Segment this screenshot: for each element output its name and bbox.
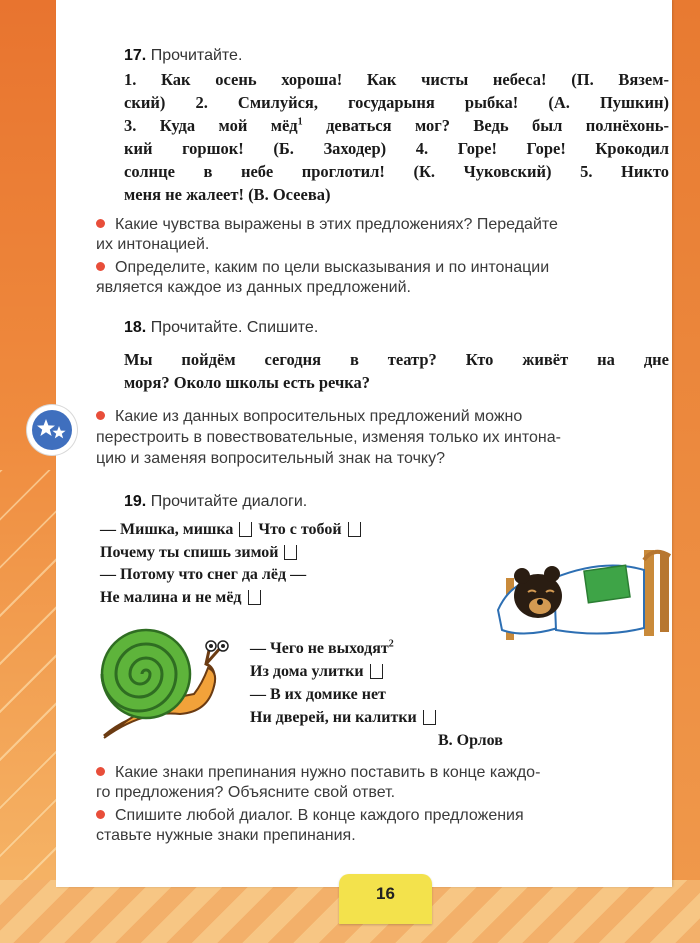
footnote-marker: 2 bbox=[388, 638, 394, 650]
exercise-number: 18. bbox=[124, 319, 147, 336]
exercise-number: 17. bbox=[124, 47, 147, 64]
ex19-task-1: Какие знаки препинания нужно поставить в конце каждо- bbox=[96, 764, 669, 782]
ex17-line-4: кий горшок! (Б. Заходер) 4. Горе! Горе! Крокодил bbox=[124, 139, 669, 158]
dialog1-line-3: — Потому что снег да лёд — bbox=[100, 566, 307, 583]
ex17-task-2: Определите, каким по цели высказывания и по интонации bbox=[96, 259, 669, 277]
exercise-19-heading bbox=[124, 493, 307, 511]
bullet-icon bbox=[96, 411, 105, 420]
ex18-task-line-2: перестроить в повествовательные, изменяя только их интона- bbox=[96, 429, 561, 446]
page-number: 16 bbox=[376, 884, 395, 903]
exercise-17-heading bbox=[124, 47, 242, 65]
bullet-icon bbox=[96, 219, 105, 228]
footnote-marker: 1 bbox=[297, 116, 303, 128]
star-badge-icon bbox=[27, 405, 77, 455]
exercise-instruction: Прочитайте диалоги. bbox=[150, 493, 308, 510]
poem-author: В. Орлов bbox=[438, 732, 503, 749]
ex18-task-line-1: Какие из данных вопросительных предложений можно bbox=[96, 408, 669, 426]
blank-box bbox=[348, 522, 361, 537]
exercise-instruction: Прочитайте. bbox=[150, 47, 243, 64]
ex18-line-2: моря? Около школы есть речка? bbox=[124, 373, 371, 392]
ex17-line-3: 3. Куда мой мёд$^1$ деваться мог? Ведь был полнёхонь- bbox=[124, 116, 670, 135]
ex19-task-1-cont: го предложения? Объясните свой ответ. bbox=[96, 784, 396, 801]
snail-illustration bbox=[98, 624, 236, 752]
ex19-task-2-cont: ставьте нужные знаки препинания. bbox=[96, 827, 356, 844]
ex17-line-1: 1. Как осень хороша! Как чисты небеса! (П. Вязем- bbox=[124, 70, 669, 89]
sleeping-bear-illustration bbox=[494, 540, 674, 648]
dialog1-line-2: Почему ты спишь зимой bbox=[100, 544, 299, 562]
ex17-line-2: ский) 2. Смилуйся, государыня рыбка! (А. Пушкин) bbox=[124, 93, 669, 112]
dialog2-line-3: — В их домике нет bbox=[250, 686, 386, 703]
ex18-task-line-3: цию и заменяя вопросительный знак на точку? bbox=[96, 450, 445, 467]
dialog2-line-4: Ни дверей, ни калитки bbox=[250, 709, 438, 727]
bullet-icon bbox=[96, 810, 105, 819]
ex17-task-1-cont: их интонацией. bbox=[96, 236, 210, 253]
ex19-task-2: Спишите любой диалог. В конце каждого предложения bbox=[96, 807, 669, 825]
exercise-18-heading bbox=[124, 319, 318, 337]
ex18-line-1: Мы пойдём сегодня в театр? Кто живёт на дне bbox=[124, 350, 669, 369]
exercise-number: 19. bbox=[124, 493, 147, 510]
exercise-instruction: Прочитайте. Спишите. bbox=[150, 319, 319, 336]
blank-box bbox=[248, 590, 261, 605]
bullet-icon bbox=[96, 262, 105, 271]
ex17-line-6: меня не жалеет! (В. Осеева) bbox=[124, 185, 331, 204]
bullet-icon bbox=[96, 767, 105, 776]
ex17-line-5: солнце в небе проглотил! (К. Чуковский) 5. Никто bbox=[124, 162, 669, 181]
dialog1-line-4: Не малина и не мёд bbox=[100, 589, 263, 607]
dialog1-line-1: — Мишка, мишка Что с тобой bbox=[100, 521, 363, 539]
ex17-task-1: Какие чувства выражены в этих предложениях? Передайте bbox=[96, 216, 669, 234]
dialog2-line-2: Из дома улитки bbox=[250, 663, 385, 681]
ex17-task-2-cont: является каждое из данных предложений. bbox=[96, 279, 411, 296]
blank-box bbox=[423, 710, 436, 725]
dialog2-line-1: — Чего не выходят$^2$ bbox=[250, 638, 394, 657]
blank-box bbox=[284, 545, 297, 560]
blank-box bbox=[370, 664, 383, 679]
blank-box bbox=[239, 522, 252, 537]
